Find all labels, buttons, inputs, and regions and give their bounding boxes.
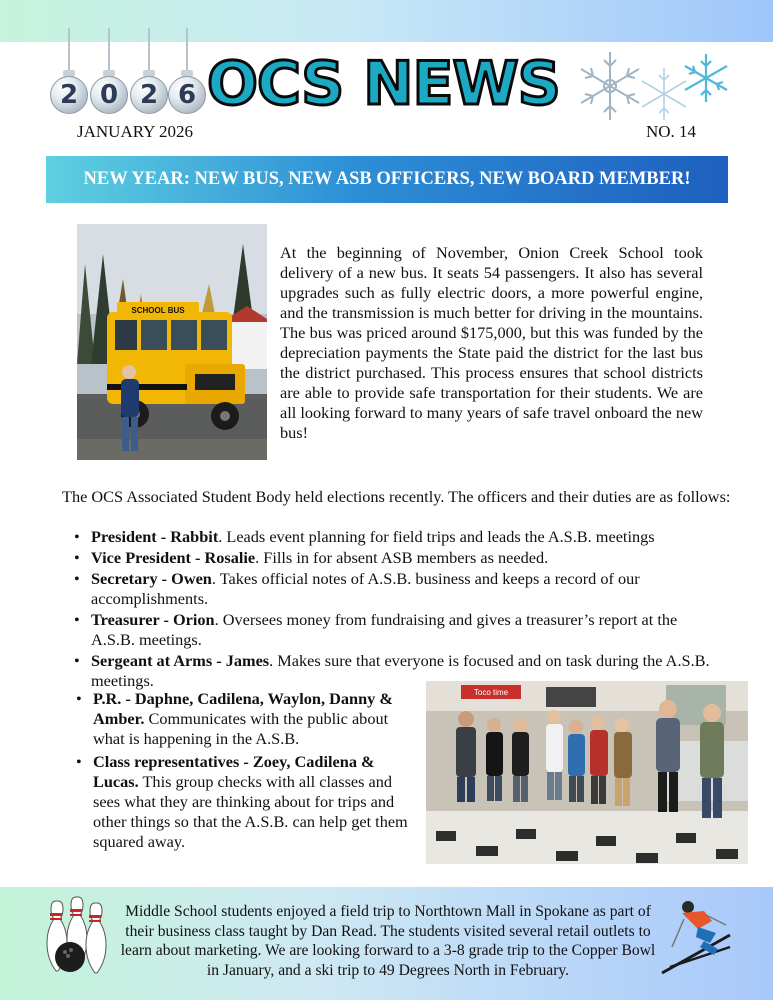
field-trip-text: Middle School students enjoyed a field trip to Northtown Mall in Spokane as part of their business class taught by Dan Read. The students visited several retail outlets to learn about marketing. We are looking forward to a 3-8 grade trip to the Copper Bowl in January, and a ski trip to 49 Degrees North in February.: [120, 903, 656, 979]
officer-role: Class representatives - Zoey, Cadilena & Lucas.: [93, 752, 375, 791]
issue-number: NO. 14: [645, 122, 696, 141]
officer-duty: . Takes official notes of A.S.B. business and keeps a record of our accomplishments.: [91, 569, 640, 608]
officer-duty: This group checks with all classes and sees what they are thinking about for trips and other things so that the A.S.B. can help get them squared away.: [93, 772, 408, 851]
officer-list: [62, 527, 722, 692]
year-ornaments: [50, 28, 205, 114]
officer-duty: Communicates with the public about what is happening in the A.S.B.: [93, 709, 389, 748]
officer-role: Secretary - Owen: [91, 569, 212, 588]
officer-duty: . Makes sure that everyone is focused and on task during the A.S.B. meetings.: [91, 651, 710, 690]
officer-duty: . Leads event planning for field trips and leads the A.S.B. meetings: [218, 527, 655, 546]
officer-role: Treasurer - Orion: [91, 610, 215, 629]
store-sign-text: Toco time: [473, 688, 509, 697]
officer-role: Vice President - Rosalie: [91, 548, 256, 567]
officer-role: P.R. - Daphne, Cadilena, Waylon, Danny & Amber.: [93, 689, 393, 728]
bowling-pins-icon: [40, 895, 112, 975]
list-item: [62, 527, 722, 547]
officer-duty: . Oversees money from fundraising and gives a treasurer’s report at the A.S.B. meetings.: [91, 610, 678, 649]
ornament-3: [130, 28, 168, 114]
newsletter-title: OCS NEWS: [207, 49, 560, 119]
list-item: [62, 610, 722, 650]
list-item: [62, 689, 422, 749]
ornament-digit: 2: [130, 76, 168, 114]
school-bus-photo: [77, 224, 267, 460]
bus-article-text: At the beginning of November, Onion Creek School took delivery of a new bus. It seats 54 passengers. It also has several upgrades such as fully electric doors, a more powerful engine, and the transmission is much better for driving in the mountains. The bus was priced around $175,000, but this was funded by the depreciation payments the State paid the district for the last bus the district purchased. This process ensures that school districts are able to provide safe transportation for their students. We are all looking forward to many years of safe travel onboard the new bus!: [280, 243, 703, 442]
ornament-4: [168, 28, 206, 114]
ornament-2: [90, 28, 128, 114]
student-group-photo: [426, 681, 748, 864]
officer-list-continued: [62, 689, 422, 855]
list-item: [62, 752, 422, 852]
skier-icon: [660, 895, 735, 977]
officer-role: Sergeant at Arms - James: [91, 651, 270, 670]
list-item: [62, 569, 722, 609]
bus-sign-text: SCHOOL BUS: [131, 306, 185, 315]
officer-role: President - Rabbit: [91, 527, 219, 546]
ornament-1: [50, 28, 88, 114]
ornament-digit: 2: [50, 76, 88, 114]
ornament-digit: 6: [168, 76, 206, 114]
ornament-digit: 0: [90, 76, 128, 114]
issue-date: JANUARY 2026: [77, 122, 194, 141]
officer-duty: . Fills in for absent ASB members as needed.: [255, 548, 549, 567]
list-item: [62, 548, 722, 568]
snowflake-icon: [572, 48, 732, 128]
asb-intro: The OCS Associated Student Body held elections recently. The officers and their duties are as follows:: [62, 487, 731, 506]
headline-banner: NEW YEAR: NEW BUS, NEW ASB OFFICERS, NEW BOARD MEMBER!: [46, 156, 728, 203]
